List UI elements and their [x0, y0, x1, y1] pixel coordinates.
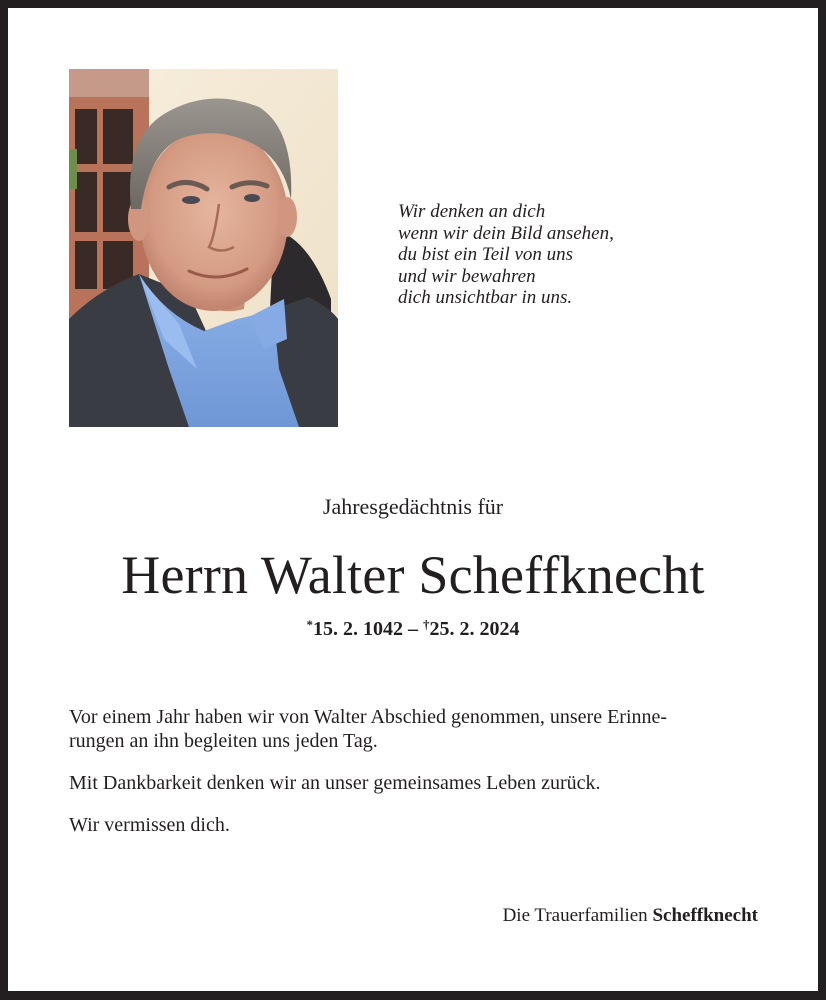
message-paragraph-2: Mit Dankbarkeit denken wir an unser gemeinsames Leben zurück. [69, 772, 601, 794]
message-paragraph-1 [69, 705, 769, 753]
death-cross-icon: † [423, 617, 430, 632]
poem-line: wenn wir dein Bild ansehen, [398, 222, 614, 244]
memorial-heading: Jahresgedächtnis für [322, 494, 504, 519]
portrait-image [69, 69, 338, 427]
poem-line: dich unsichtbar in uns. [398, 287, 573, 308]
message-line: Vor einem Jahr haben wir von Walter Abschied genommen, unsere Erinne- [69, 706, 668, 728]
deceased-name: Herrn Walter Scheffknecht [121, 545, 705, 605]
family-signature [503, 905, 758, 927]
poem-line: Wir denken an dich [398, 201, 546, 222]
memorial-message [69, 705, 769, 855]
life-dates [8, 617, 818, 641]
signature-family-name: Scheffknecht [652, 905, 758, 926]
birth-star-icon: * [306, 617, 313, 632]
date-separator: – [403, 618, 423, 640]
portrait-photo [69, 69, 338, 427]
message-line: rungen an ihn begleiten uns jeden Tag. [69, 730, 378, 752]
death-date: 25. 2. 2024 [429, 618, 520, 640]
poem-line: und wir bewahren [398, 265, 536, 287]
message-paragraph-3: Wir vermissen dich. [69, 814, 230, 836]
memorial-poem [398, 201, 614, 309]
birth-date: 15. 2. 1042 [313, 618, 403, 640]
poem-line: du bist ein Teil von uns [398, 244, 574, 265]
signature-prefix: Die Trauerfamilien [502, 905, 653, 926]
obituary-notice [8, 8, 818, 991]
